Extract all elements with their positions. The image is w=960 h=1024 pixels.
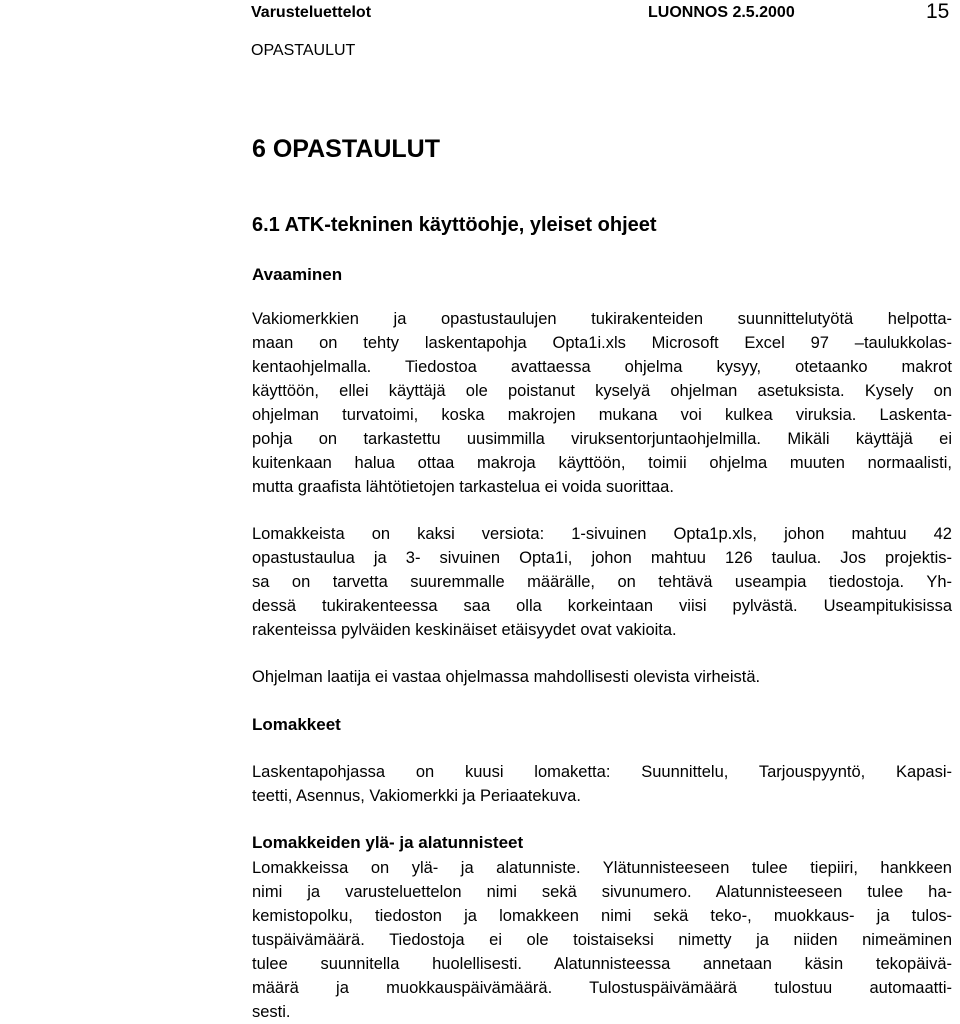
paragraph-line: mutta graafista lähtötietojen tarkastelua ei voida suorittaa. (252, 478, 674, 496)
paragraph-tunnisteet (252, 856, 952, 1024)
paragraph-lomakkeet (252, 760, 952, 808)
paragraph-line: maan on tehty laskentapohja Opta1i.xls Microsoft Excel 97 –taulukkolas- (252, 334, 952, 352)
paragraph-line: Laskentapohjassa on kuusi lomaketta: Suunnittelu, Tarjouspyyntö, Kapasi- (252, 763, 952, 781)
paragraph-line: nimi ja varusteluettelon nimi sekä sivunumero. Alatunnisteeseen tulee ha- (252, 883, 952, 901)
section-title: 6.1 ATK-tekninen käyttöohje, yleiset ohjeet (252, 214, 657, 236)
paragraph-line: ohjelman turvatoimi, koska makrojen mukana voi kulkea viruksia. Laskenta- (252, 406, 952, 424)
paragraph-line: tulee suunnitella huolellisesti. Alatunnisteessa annetaan käsin tekopäivä- (252, 955, 952, 973)
page-number: 15 (926, 0, 950, 23)
paragraph-line: opastustaulua ja 3- sivuinen Opta1i, johon mahtuu 126 taulua. Jos projektis- (252, 549, 952, 567)
paragraph-line: kentaohjelmalla. Tiedostoa avattaessa ohjelma kysyy, otetaanko makrot (252, 358, 952, 376)
paragraph-line: kemistopolku, tiedoston ja lomakkeen nimi sekä teko-, muokkaus- ja tulos- (252, 907, 952, 925)
paragraph-avaaminen-3 (252, 665, 952, 689)
chapter-title: 6 OPASTAULUT (252, 135, 440, 163)
paragraph-line: pohja on tarkastettu uusimmilla viruksentorjuntaohjelmilla. Mikäli käyttäjä ei (252, 430, 952, 448)
paragraph-line: kuitenkaan halua ottaa makroja käyttöön, toimii ohjelma muuten normaalisti, (252, 454, 952, 472)
paragraph-line: määrä ja muokkauspäivämäärä. Tulostuspäivämäärä tulostuu automaatti- (252, 979, 952, 997)
paragraph-line: Lomakkeista on kaksi versiota: 1-sivuinen Opta1p.xls, johon mahtuu 42 (252, 525, 952, 543)
paragraph-line: teetti, Asennus, Vakiomerkki ja Periaatekuva. (252, 787, 581, 805)
paragraph-line: sa on tarvetta suuremmalle määrälle, on tehtävä useampia tiedostoja. Yh- (252, 573, 952, 591)
paragraph-line: Vakiomerkkien ja opastustaulujen tukirakenteiden suunnittelutyötä helpotta- (252, 310, 952, 328)
draft-date: LUONNOS 2.5.2000 (648, 4, 795, 21)
paragraph-line: Lomakkeissa on ylä- ja alatunniste. Ylätunnisteeseen tulee tiepiiri, hankkeen (252, 859, 952, 877)
heading-tunnisteet: Lomakkeiden ylä- ja alatunnisteet (252, 833, 524, 852)
heading-avaaminen: Avaaminen (252, 265, 343, 284)
running-header-title: Varusteluettelot (251, 4, 372, 21)
paragraph-line: käyttöön, ellei käyttäjä ole poistanut kyselyä ohjelman asetuksista. Kysely on (252, 382, 952, 400)
paragraph-line: tuspäivämäärä. Tiedostoja ei ole toistaiseksi nimetty ja niiden nimeäminen (252, 931, 952, 949)
paragraph-line: rakenteissa pylväiden keskinäiset etäisyydet ovat vakioita. (252, 621, 677, 639)
paragraph-avaaminen-1 (252, 307, 952, 499)
paragraph-line: Ohjelman laatija ei vastaa ohjelmassa mahdollisesti olevista virheistä. (252, 668, 761, 686)
paragraph-line: dessä tukirakenteessa saa olla korkeintaan viisi pylvästä. Useampitukisissa (252, 597, 952, 615)
heading-lomakkeet: Lomakkeet (252, 715, 341, 734)
paragraph-line: sesti. (252, 1003, 291, 1021)
paragraph-avaaminen-2 (252, 522, 952, 642)
running-header-subtitle: OPASTAULUT (251, 42, 356, 59)
